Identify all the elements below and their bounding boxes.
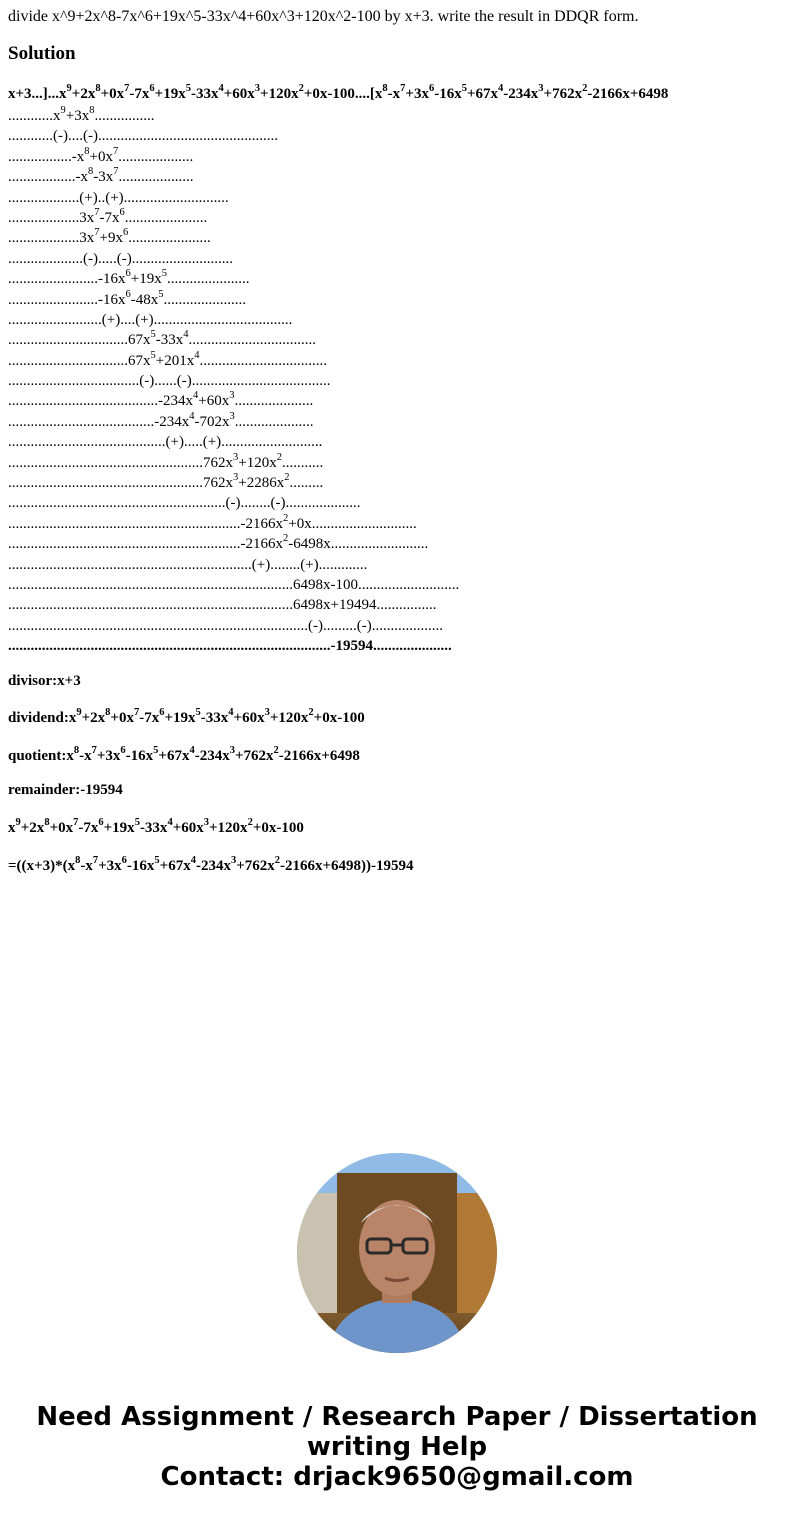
division-step-line: ..........................................................(-)........(-).................... — [8, 495, 361, 512]
division-step-line: $........................-16x^6-48x^5$...................... — [8, 288, 246, 308]
ddqr-equation-rhs: $=((x+3)*(x^8-x^7+3x^6-16x^5+67x^4-234x^3+762x^2-2166x+6498))-19594$ — [8, 854, 414, 874]
solution-document — [8, 0, 788, 877]
author-avatar — [297, 1153, 497, 1353]
footer-line-1: Need Assignment / Research Paper / Dissertation — [36, 1402, 758, 1432]
ddqr-equation-lhs: $x^9+2x^8+0x^7-7x^6+19x^5-33x^4+60x^3+120x^2+0x-100$ — [8, 816, 304, 836]
division-step-line: ............................................................................6498x-100........................... — [8, 576, 460, 593]
division-step-line: $................................67x^5-33x^4$.................................. — [8, 329, 316, 349]
division-header-line: $x+3...]...x^9+2x^8+0x^7-7x^6+19x^5-33x^4+60x^3+120x^2+0x-100....[x^8-x^7+3x^6-16x^5+67x^4-234x^3+762x^2-2166x+6498$ — [8, 83, 669, 102]
division-step-line: $.................-x^8+0x^7$.................... — [8, 145, 194, 165]
division-step-line: ......................................................................................-19594..................... — [8, 638, 452, 655]
footer-contact: Contact: drjack9650@gmail.com — [160, 1462, 634, 1492]
long-division-work — [8, 84, 788, 657]
question-text: divide x^9+2x^8-7x^6+19x^5-33x^4+60x^3+120x^2-100 by x+3. write the result in DDQR form. — [8, 8, 639, 25]
solution-heading: Solution — [8, 43, 76, 64]
division-step-line: $........................................-234x^4+60x^3$..................... — [8, 390, 314, 410]
division-step-line: ...................(+)..(+)............................ — [8, 189, 229, 206]
division-step-line: $............x^9+3x^8$................ — [8, 105, 155, 124]
result-summary — [8, 670, 788, 877]
division-step-line: $........................-16x^6+19x^5$...................... — [8, 268, 250, 288]
division-step-line: $.......................................-234x^4-702x^3$..................... — [8, 410, 314, 430]
division-step-line: ............................................................................6498x+19494................ — [8, 597, 437, 614]
division-step-line: ................................................................................(-).........(-)................... — [8, 617, 443, 634]
division-step-line: $................................67x^5+201x^4$.................................. — [8, 349, 327, 369]
footer-line-2: writing Help — [306, 1432, 488, 1462]
division-step-line: $..............................................................-2166x^2-6498x$.......................... — [8, 533, 429, 553]
division-step-line: ..........................................(+).....(+)........................... — [8, 434, 323, 451]
division-step-line: .........................(+)....(+)..................................... — [8, 311, 293, 328]
division-step-line: $...................3x^7+9x^6$...................... — [8, 227, 211, 247]
quotient-line: $quotient:x^8-x^7+3x^6-16x^5+67x^4-234x^3+762x^2-2166x+6498$ — [8, 744, 360, 764]
division-step-line: ....................(-).....(-)........................... — [8, 250, 233, 267]
division-step-line: $...................3x^7-7x^6$...................... — [8, 206, 208, 226]
division-step-line: $..................-x^8-3x^7$.................... — [8, 166, 194, 186]
dividend-line: $dividend:x^9+2x^8+0x^7-7x^6+19x^5-33x^4+60x^3+120x^2+0x-100$ — [8, 706, 365, 726]
remainder-line: remainder:-19594 — [8, 781, 123, 798]
footer-advert — [0, 1402, 794, 1492]
person-photo-icon — [297, 1153, 497, 1353]
division-step-line: $....................................................762x^3+2286x^2$......... — [8, 472, 324, 492]
division-step-line: ............(-)....(-)................................................ — [8, 128, 278, 145]
division-step-line: $..............................................................-2166x^2+0x$............................ — [8, 512, 417, 532]
division-step-line: .................................................................(+)........(+)............. — [8, 556, 368, 573]
division-step-line: ...................................(-)......(-)..................................... — [8, 373, 331, 390]
divisor-line: divisor:x+3 — [8, 672, 81, 689]
division-step-line: $....................................................762x^3+120x^2$........... — [8, 451, 324, 471]
